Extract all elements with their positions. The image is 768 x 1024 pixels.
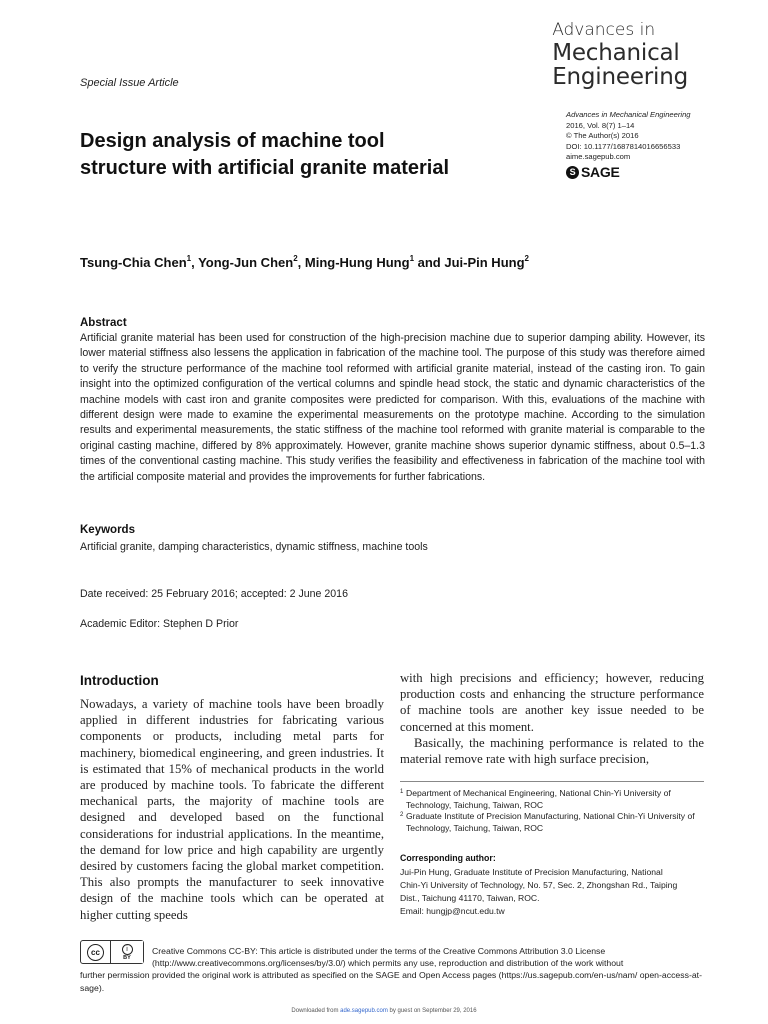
keywords-heading: Keywords — [80, 524, 135, 536]
license-notice — [80, 945, 705, 994]
journal-name-line1: Advances in — [552, 20, 656, 40]
affiliation-text: Graduate Institute of Precision Manufacturing, National Chin-Yi University of Technology, Taichung, Taiwan, ROC — [406, 811, 695, 833]
footnote-divider — [400, 781, 704, 782]
corresponding-line: Chin-Yi University of Technology, No. 57, Sec. 2, Zhongshan Rd., Taiping — [400, 880, 678, 890]
author-affiliation-mark: 1 — [409, 254, 415, 263]
affiliation-item — [400, 811, 704, 834]
author-affiliation-mark: 2 — [524, 254, 529, 263]
author-separator: , — [191, 255, 199, 270]
attribution-person-icon: i — [122, 944, 133, 955]
paper-title: Design analysis of machine tool structure with artificial granite material — [80, 130, 449, 179]
author-list — [80, 254, 529, 270]
author-name: Ming-Hung Hung — [304, 255, 410, 270]
introduction-right-column — [400, 670, 704, 767]
download-footer — [0, 1008, 768, 1014]
abstract-heading: Abstract — [80, 317, 127, 329]
journal-name-line2: Mechanical — [552, 40, 680, 66]
journal-name-line3: Engineering — [552, 64, 688, 90]
meta-volume: 2016, Vol. 8(7) 1–14 — [566, 120, 635, 130]
footer-link[interactable]: ade.sagepub.com — [340, 1008, 388, 1014]
cc-icon-box — [81, 941, 111, 963]
sage-logo-text: SAGE — [581, 164, 620, 180]
author-affiliation-mark: 2 — [293, 254, 298, 263]
author-name: Jui-Pin Hung — [444, 255, 525, 270]
author-separator: , — [297, 255, 305, 270]
by-icon-box — [111, 941, 143, 963]
author-name: Tsung-Chia Chen — [80, 255, 187, 270]
footer-suffix: by guest on September 29, 2016 — [387, 1008, 477, 1014]
author-affiliation-mark: 1 — [186, 254, 192, 263]
introduction-heading: Introduction — [80, 673, 159, 688]
corresponding-email[interactable]: Email: hungjp@ncut.edu.tw — [400, 906, 505, 916]
sage-logo-icon: S — [566, 166, 579, 179]
article-meta — [566, 110, 691, 163]
academic-editor: Academic Editor: Stephen D Prior — [80, 618, 239, 630]
introduction-left-column: Nowadays, a variety of machine tools have been broadly applied in different industries for fabricating various components or products, including metal parts for machinery, biomedical engineering, and green industries. It is estimated that 15% of mechanical products in the world are produced by machine tools. To fabricate the different mechanical parts, the majority of machine tools are designed and developed based on the functional considerations for industrial applications. In the meantime, the demand for low price and high capability are urgently desired by customers facing the global market competition. This also prompts the manufacturer to seek innovative design of the machine tools which can be operated at higher cutting speeds — [80, 697, 384, 922]
affiliation-number: 2 — [400, 812, 404, 819]
meta-url[interactable]: aime.sagepub.com — [566, 152, 631, 161]
journal-name — [552, 20, 688, 89]
author-separator: and — [414, 255, 445, 270]
meta-doi[interactable]: DOI: 10.1177/1687814016656533 — [566, 141, 681, 151]
affiliation-item — [400, 788, 704, 811]
introduction-paragraph: with high precisions and efficiency; however, reducing production costs and enhancing the structure performance of machine tools are another key issue needed to be concerned at this moment. — [400, 671, 704, 734]
author-name: Yong-Jun Chen — [198, 255, 294, 270]
affiliation-number: 1 — [400, 789, 404, 795]
corresponding-line: Jui-Pin Hung, Graduate Institute of Precision Manufacturing, National — [400, 867, 663, 877]
sage-logo — [566, 164, 619, 180]
corresponding-author — [400, 866, 705, 918]
footer-prefix: Downloaded from — [291, 1008, 341, 1014]
license-line: further permission provided the original work is attributed as specified on the SAGE and Open Access pages (https://us.sagepub.com/en-us/nam/ — [80, 970, 638, 981]
keywords-text: Artificial granite, damping characteristics, dynamic stiffness, machine tools — [80, 541, 428, 553]
abstract-text: Artificial granite material has been used for construction of the high-precision machine due to superior damping ability. However, its lower material stiffness also lessens the application in fabrication of the machine tool. The purpose of this study was therefore aimed to verify the structure performance of the machine tool reformed with artificial granite material, instead of the casting iron. To gain insight into the optimized configuration of the vertical columns and spindle head stock, the static and dynamic characteristics of the machine models with cast iron and granite composites were predicted for comparison. With this, evaluations of the machine with different design were made to examine the experimental measurements on the prototype machine. According to the simulation results and experimental measurements, the static stiffness of the machine tool reformed with granite material is comparable to the original casting machine, differed by 8% approximately. However, granite machine shows superior dynamic stiffness, about 0.5–1.3 times of the conventional casting machine. This study verifies the feasibility and effectiveness in fabrication of the machine tool with the artificial composite material and provides the improvements for further fabrications. — [80, 332, 705, 483]
license-line: open-access-at-sage). — [80, 970, 702, 993]
date-received: Date received: 25 February 2016; accepted: 2 June 2016 — [80, 588, 348, 600]
corresponding-line: Dist., Taichung 41170, Taiwan, ROC. — [400, 893, 540, 903]
corresponding-author-heading: Corresponding author: — [400, 853, 496, 863]
meta-copyright: © The Author(s) 2016 — [566, 131, 639, 140]
affiliations — [400, 788, 704, 834]
by-label: BY — [123, 954, 131, 961]
meta-citation: Advances in Mechanical Engineering — [566, 110, 691, 119]
affiliation-text: Department of Mechanical Engineering, National Chin-Yi University of Technology, Taichung, Taiwan, ROC — [406, 788, 671, 810]
license-line: Creative Commons CC-BY: This article is distributed under the terms of the Creative Commons Attribution 3.0 License — [152, 946, 606, 956]
license-line: (http://www.creativecommons.org/licenses/by/3.0/) which permits any use, reproduction and distribution of the work without — [152, 958, 624, 969]
article-type: Special Issue Article — [80, 77, 179, 89]
introduction-paragraph: Basically, the machining performance is related to the material remove rate with high surface precision, — [400, 735, 704, 767]
cc-icon: cc — [87, 944, 104, 961]
cc-by-badge[interactable] — [80, 940, 144, 964]
